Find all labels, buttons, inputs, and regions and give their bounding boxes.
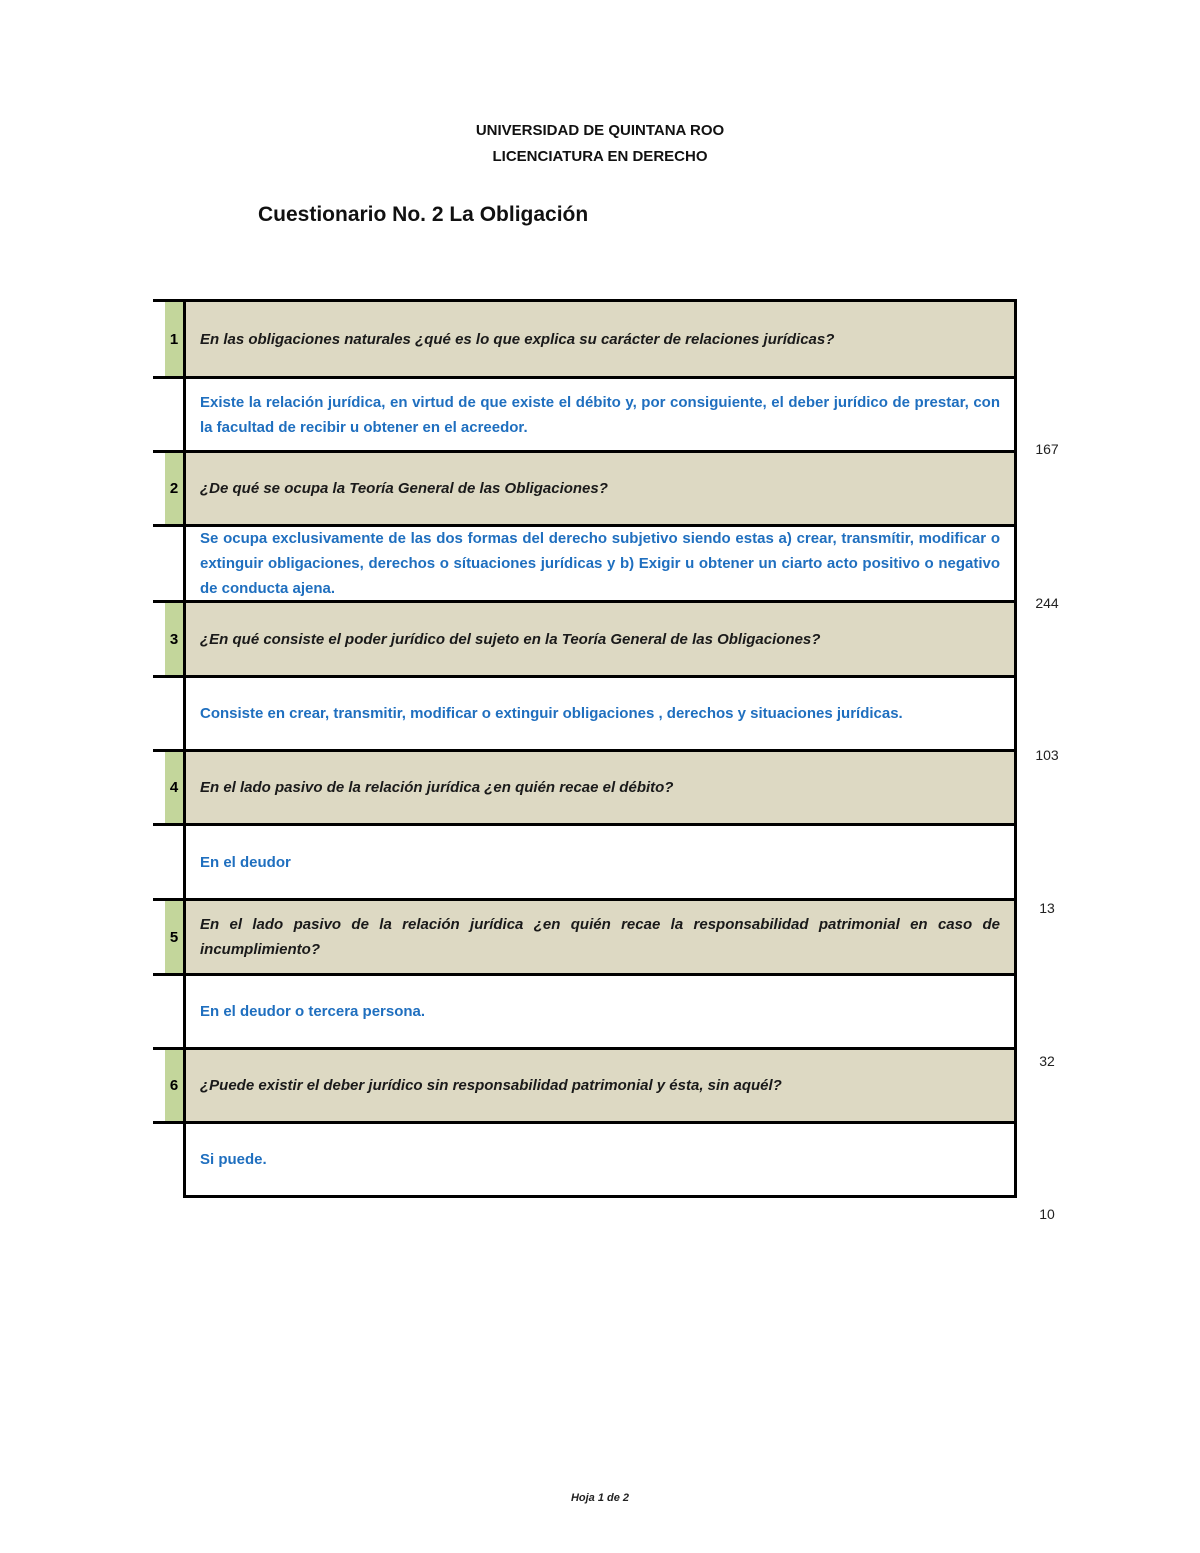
side-count: 10 xyxy=(1039,1206,1055,1222)
answer-text: En el deudor xyxy=(186,826,1014,898)
table-rule xyxy=(153,675,1017,678)
question-text: En las obligaciones naturales ¿qué es lo que explica su carácter de relaciones jurídicas? xyxy=(186,302,1014,376)
table-rule xyxy=(153,749,1017,752)
question-number: 3 xyxy=(165,603,183,675)
answer-text: Consiste en crear, transmitir, modificar o extinguir obligaciones , derechos y situaciones jurídicas. xyxy=(186,678,1014,749)
university-name: UNIVERSIDAD DE QUINTANA ROO xyxy=(475,122,725,139)
table-rule xyxy=(1014,299,1017,1198)
page-footer: Hoja 1 de 2 xyxy=(570,1492,630,1504)
question-number: 5 xyxy=(165,901,183,973)
table-rule xyxy=(183,1195,1017,1198)
table-rule xyxy=(153,898,1017,901)
program-name: LICENCIATURA EN DERECHO xyxy=(492,148,708,165)
question-number: 2 xyxy=(165,453,183,524)
question-number: 4 xyxy=(165,752,183,823)
side-count: 167 xyxy=(1035,441,1059,457)
question-text: ¿De qué se ocupa la Teoría General de las Obligaciones? xyxy=(186,453,1014,524)
answer-text: Si puede. xyxy=(186,1124,1014,1195)
side-count: 244 xyxy=(1035,595,1059,611)
side-count: 32 xyxy=(1039,1053,1055,1069)
question-number: 1 xyxy=(165,302,183,376)
table-rule xyxy=(153,1121,1017,1124)
table-rule xyxy=(153,450,1017,453)
answer-text: En el deudor o tercera persona. xyxy=(186,976,1014,1047)
table-rule xyxy=(153,973,1017,976)
question-number: 6 xyxy=(165,1050,183,1121)
table-rule xyxy=(153,299,1017,302)
question-text: En el lado pasivo de la relación jurídica ¿en quién recae la responsabilidad patrimonial en caso de incumplimiento? xyxy=(186,901,1014,973)
table-rule xyxy=(153,823,1017,826)
table-rule xyxy=(183,299,186,1198)
table-rule xyxy=(153,600,1017,603)
question-text: ¿Puede existir el deber jurídico sin responsabilidad patrimonial y ésta, sin aquél? xyxy=(186,1050,1014,1121)
question-text: ¿En qué consiste el poder jurídico del sujeto en la Teoría General de las Obligaciones? xyxy=(186,603,1014,675)
answer-text: Existe la relación jurídica, en virtud de que existe el débito y, por consiguiente, el deber jurídico de prestar, con la facultad de recibir u obtener en el acreedor. xyxy=(186,379,1014,450)
answer-text: Se ocupa exclusivamente de las dos formas del derecho subjetivo siendo estas a) crear, transmítir, modificar o extinguir obligaciones, derechos o sítuaciones jurídicas y b) Exigir u obtener un ciarto acto positivo o negativo de conducta ajena. xyxy=(186,527,1014,600)
question-text: En el lado pasivo de la relación jurídica ¿en quién recae el débito? xyxy=(186,752,1014,823)
side-count: 103 xyxy=(1035,747,1059,763)
table-rule xyxy=(153,1047,1017,1050)
page-title: Cuestionario No. 2 La Obligación xyxy=(258,203,589,226)
table-rule xyxy=(153,524,1017,527)
side-count: 13 xyxy=(1039,900,1055,916)
table-rule xyxy=(153,376,1017,379)
